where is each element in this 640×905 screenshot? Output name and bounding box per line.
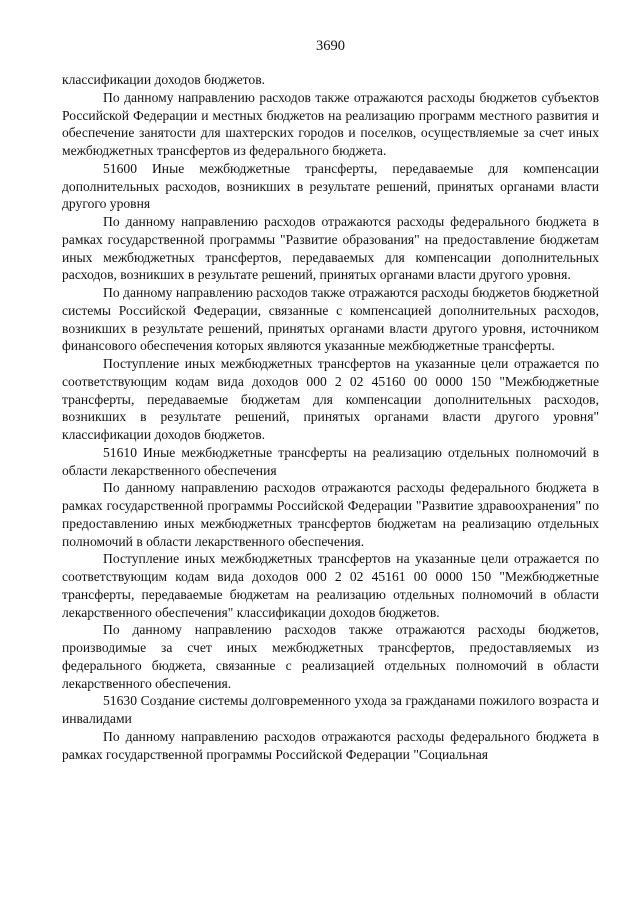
document-body [62, 71, 599, 763]
paragraph: классификации доходов бюджетов. [62, 72, 266, 87]
paragraph: 51600 Иные межбюджетные трансферты, передаваемые для компенсации дополнительных расходов, возникших в результате решений, принятых органами власти другого уровня [62, 160, 599, 212]
paragraph: По данному направлению расходов отражаются расходы федерального бюджета в рамках государственной программы Российской Федерации "Социальная [62, 728, 599, 762]
paragraph: Поступление иных межбюджетных трансфертов на указанные цели отражается по соответствующим кодам вида доходов 000 2 02 45160 00 0000 150 "Межбюджетные трансферты, передаваемые бюджетам для компенсации дополнительных расходов, возникших в результате решений, принятых органами власти другого уровня" классификации доходов бюджетов. [62, 356, 599, 442]
page-number: 3690 [316, 38, 345, 54]
paragraph: 51610 Иные межбюджетные трансферты на реализацию отдельных полномочий в области лекарственного обеспечения [62, 444, 599, 478]
paragraph: Поступление иных межбюджетных трансфертов на указанные цели отражается по соответствующим кодам вида доходов 000 2 02 45161 00 0000 150 "Межбюджетные трансферты, передаваемые бюджетам на реализацию отдельных полномочий в области лекарственного обеспечения" классификации доходов бюджетов. [62, 551, 599, 620]
paragraph: По данному направлению расходов отражаются расходы федерального бюджета в рамках государственной программы Российской Федерации "Развитие здравоохранения" по предоставлению иных межбюджетных трансфертов бюджетам на реализацию отдельных полномочий в области лекарственного обеспечения. [62, 480, 599, 549]
paragraph: 51630 Создание системы долговременного ухода за гражданами пожилого возраста и инвалидами [62, 693, 599, 726]
paragraph: По данному направлению расходов также отражаются расходы бюджетов бюджетной системы Российской Федерации, связанные с компенсацией дополнительных расходов, возникших в результате решений, принятых органами власти другого уровня, источником финансового обеспечения которых являются указанные межбюджетные трансферты. [62, 285, 599, 354]
paragraph: По данному направлению расходов также отражаются расходы бюджетов субъектов Российской Федерации и местных бюджетов на реализацию программ местного развития и обеспечение занятости для шахтерских городов и поселков, осуществляемые за счет иных межбюджетных трансфертов из федерального бюджета. [62, 89, 599, 158]
paragraph: По данному направлению расходов отражаются расходы федерального бюджета в рамках государственной программы "Развитие образования" на предоставление бюджетам иных межбюджетных трансфертов, передаваемых для компенсации дополнительных расходов, возникших в результате решений, принятых органами власти другого уровня. [62, 214, 599, 283]
paragraph: По данному направлению расходов также отражаются расходы бюджетов, производимые за счет иных межбюджетных трансфертов, предоставляемых из федерального бюджета, связанные с реализацией отдельных полномочий в области лекарственного обеспечения. [62, 622, 599, 691]
